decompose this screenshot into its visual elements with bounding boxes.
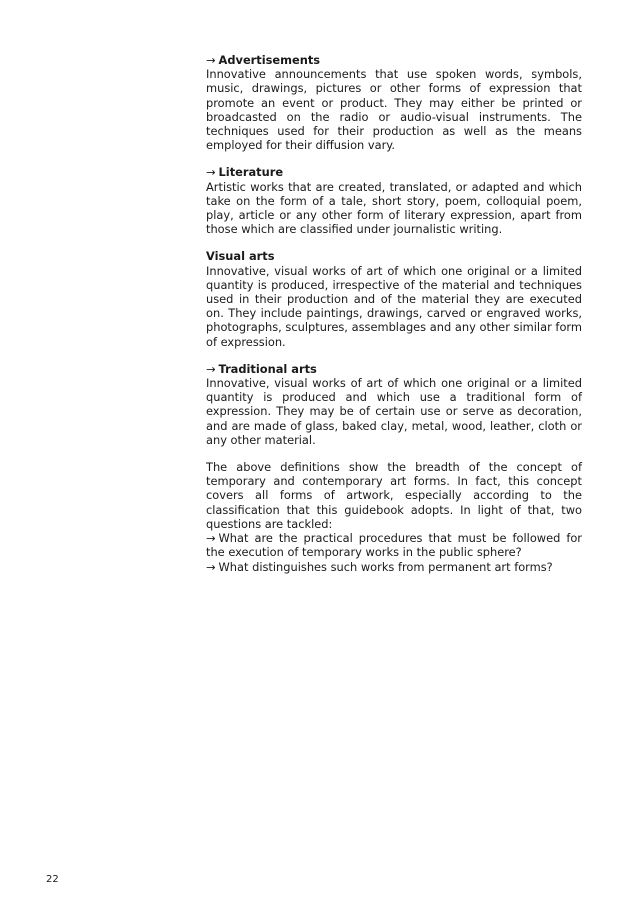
question-text: What distinguishes such works from permanent art forms? (218, 559, 553, 574)
question-item (206, 560, 582, 574)
question-item (206, 531, 582, 559)
section-body: Artistic works that are created, translated, or adapted and which take on the form of a tale, short story, poem, colloquial poem, play, article or any other form of literary expression, apart from those which are classified under journalistic writing. (206, 179, 582, 237)
section-body: Innovative, visual works of art of which one original or a limited quantity is produced and which use a traditional form of expression. They may be of certain use or serve as decoration, and are made of glass, baked clay, metal, wood, leather, cloth or any other material. (206, 376, 582, 447)
section-title: Literature (218, 165, 284, 180)
section-literature (206, 165, 582, 236)
section-title: Advertisements (218, 53, 321, 67)
arrow-right-icon: → (206, 165, 216, 180)
section-heading (206, 53, 582, 67)
section-body: Innovative, visual works of art of which one original or a limited quantity is produced, irrespective of the material and techniques used in their production and of the material they are executed on. They include paintings, drawings, carved or engraved works, photographs, sculptures, assemblages and any other similar form of expression. (206, 263, 582, 349)
section-body: Innovative announcements that use spoken words, symbols, music, drawings, pictures or other forms of expression that promote an event or product. They may either be printed or broadcasted on the radio or audio-visual instruments. The techniques used for their production as well as the means employed for their diffusion vary. (206, 67, 582, 153)
section-conclusion (206, 460, 582, 574)
section-title: Visual arts (206, 249, 275, 264)
section-visual-arts (206, 249, 582, 348)
question-text: What are the practical procedures that must be followed for the execution of temporary works in the public sphere? (206, 531, 582, 560)
section-advertisements (206, 53, 582, 152)
conclusion-body: The above definitions show the breadth of the concept of temporary and contemporary art forms. In fact, this concept covers all forms of artwork, especially according to the classification that this guidebook adopts. In light of that, two questions are tackled: (206, 460, 582, 531)
page-number: 22 (46, 874, 59, 885)
arrow-right-icon: → (206, 559, 216, 574)
arrow-right-icon: → (206, 361, 216, 376)
section-heading (206, 249, 582, 263)
arrow-right-icon: → (206, 53, 216, 67)
section-heading (206, 362, 582, 376)
text-column (206, 53, 582, 587)
section-traditional-arts (206, 362, 582, 447)
arrow-right-icon: → (206, 531, 216, 546)
section-title: Traditional arts (218, 361, 317, 376)
section-heading (206, 165, 582, 179)
